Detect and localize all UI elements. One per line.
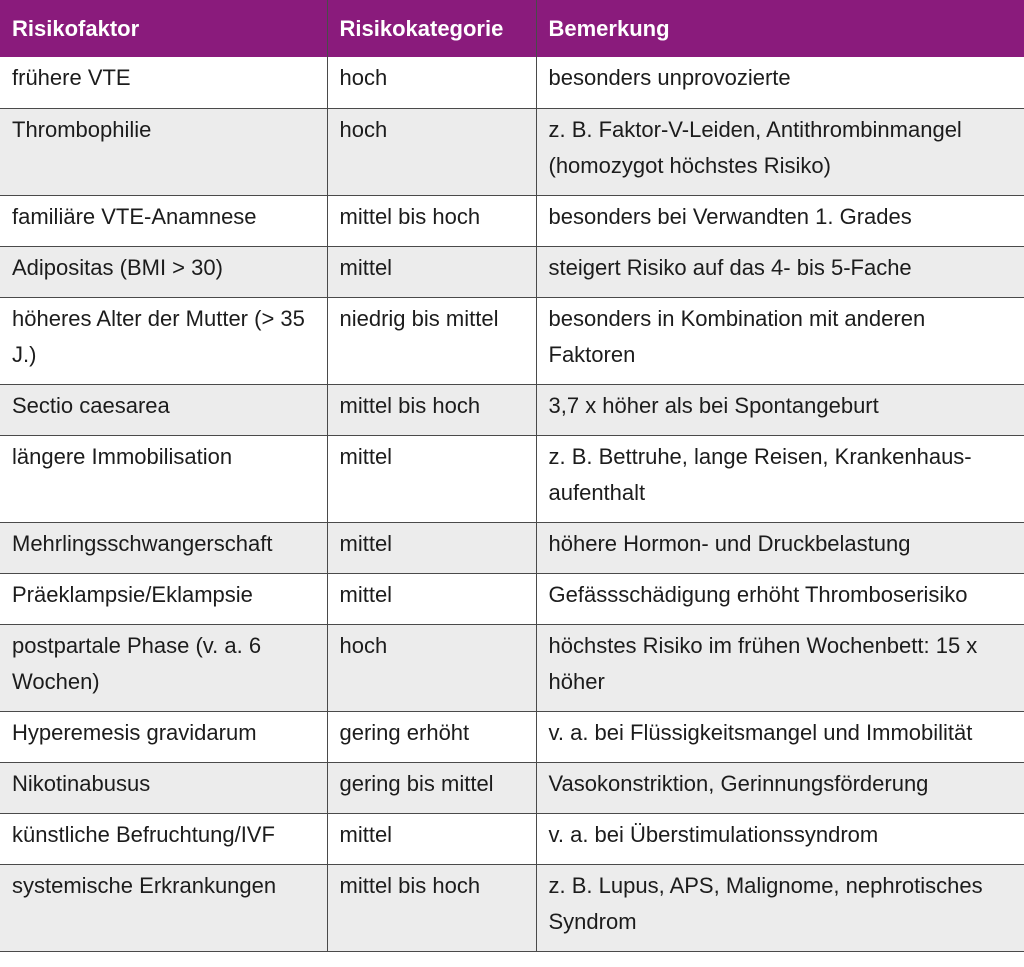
cell-risikokategorie: hoch <box>327 108 536 195</box>
cell-risikofaktor: Hyperemesis gravidarum <box>0 711 327 762</box>
cell-bemerkung: z. B. Faktor-V-Leiden, Antithrombinmangel (homozygot höchstes Risiko) <box>536 108 1024 195</box>
table-row <box>0 864 1024 951</box>
cell-risikokategorie: mittel <box>327 246 536 297</box>
table-row <box>0 573 1024 624</box>
cell-risikokategorie: hoch <box>327 57 536 108</box>
cell-bemerkung: v. a. bei Flüssigkeitsmangel und Immobilität <box>536 711 1024 762</box>
cell-risikokategorie: hoch <box>327 624 536 711</box>
table-row <box>0 435 1024 522</box>
cell-risikokategorie: gering bis mittel <box>327 762 536 813</box>
cell-risikofaktor: Präeklampsie/Eklampsie <box>0 573 327 624</box>
cell-risikokategorie: niedrig bis mittel <box>327 297 536 384</box>
cell-bemerkung: steigert Risiko auf das 4- bis 5-Fache <box>536 246 1024 297</box>
cell-bemerkung: höchstes Risiko im frühen Wochenbett: 15 x höher <box>536 624 1024 711</box>
cell-bemerkung: z. B. Bettruhe, lange Reisen, Krankenhaus-aufenthalt <box>536 435 1024 522</box>
cell-risikofaktor: künstliche Befruchtung/IVF <box>0 813 327 864</box>
cell-bemerkung: besonders bei Verwandten 1. Grades <box>536 195 1024 246</box>
table-row <box>0 711 1024 762</box>
table-header-row <box>0 0 1024 57</box>
table-row <box>0 624 1024 711</box>
cell-risikofaktor: Adipositas (BMI > 30) <box>0 246 327 297</box>
cell-risikokategorie: mittel bis hoch <box>327 384 536 435</box>
cell-risikokategorie: mittel <box>327 813 536 864</box>
cell-risikokategorie: mittel bis hoch <box>327 864 536 951</box>
cell-risikokategorie: mittel <box>327 435 536 522</box>
cell-risikofaktor: Thrombophilie <box>0 108 327 195</box>
table-row <box>0 522 1024 573</box>
cell-risikofaktor: Sectio caesarea <box>0 384 327 435</box>
cell-bemerkung: Gefässschädigung erhöht Thromboserisiko <box>536 573 1024 624</box>
cell-bemerkung: besonders unprovozierte <box>536 57 1024 108</box>
header-bemerkung: Bemerkung <box>536 0 1024 57</box>
header-risikofaktor: Risikofaktor <box>0 0 327 57</box>
cell-risikokategorie: mittel bis hoch <box>327 195 536 246</box>
table-row <box>0 297 1024 384</box>
cell-risikokategorie: gering erhöht <box>327 711 536 762</box>
cell-risikofaktor: frühere VTE <box>0 57 327 108</box>
cell-risikofaktor: Mehrlingsschwangerschaft <box>0 522 327 573</box>
cell-bemerkung: Vasokonstriktion, Gerinnungsförderung <box>536 762 1024 813</box>
cell-bemerkung: v. a. bei Überstimulationssyndrom <box>536 813 1024 864</box>
cell-bemerkung: besonders in Kombination mit anderen Faktoren <box>536 297 1024 384</box>
table-row <box>0 195 1024 246</box>
table-row <box>0 108 1024 195</box>
table-row <box>0 384 1024 435</box>
cell-risikofaktor: längere Immobilisation <box>0 435 327 522</box>
cell-bemerkung: z. B. Lupus, APS, Malignome, nephrotisches Syndrom <box>536 864 1024 951</box>
table-row <box>0 813 1024 864</box>
cell-risikofaktor: familiäre VTE-Anamnese <box>0 195 327 246</box>
cell-risikofaktor: Nikotinabusus <box>0 762 327 813</box>
cell-risikokategorie: mittel <box>327 522 536 573</box>
table-row <box>0 246 1024 297</box>
table-row <box>0 57 1024 108</box>
cell-risikofaktor: systemische Erkrankungen <box>0 864 327 951</box>
cell-bemerkung: höhere Hormon- und Druckbelastung <box>536 522 1024 573</box>
cell-risikofaktor: postpartale Phase (v. a. 6 Wochen) <box>0 624 327 711</box>
header-risikokategorie: Risikokategorie <box>327 0 536 57</box>
table-row <box>0 762 1024 813</box>
cell-risikokategorie: mittel <box>327 573 536 624</box>
cell-risikofaktor: höheres Alter der Mutter (> 35 J.) <box>0 297 327 384</box>
cell-bemerkung: 3,7 x höher als bei Spontangeburt <box>536 384 1024 435</box>
